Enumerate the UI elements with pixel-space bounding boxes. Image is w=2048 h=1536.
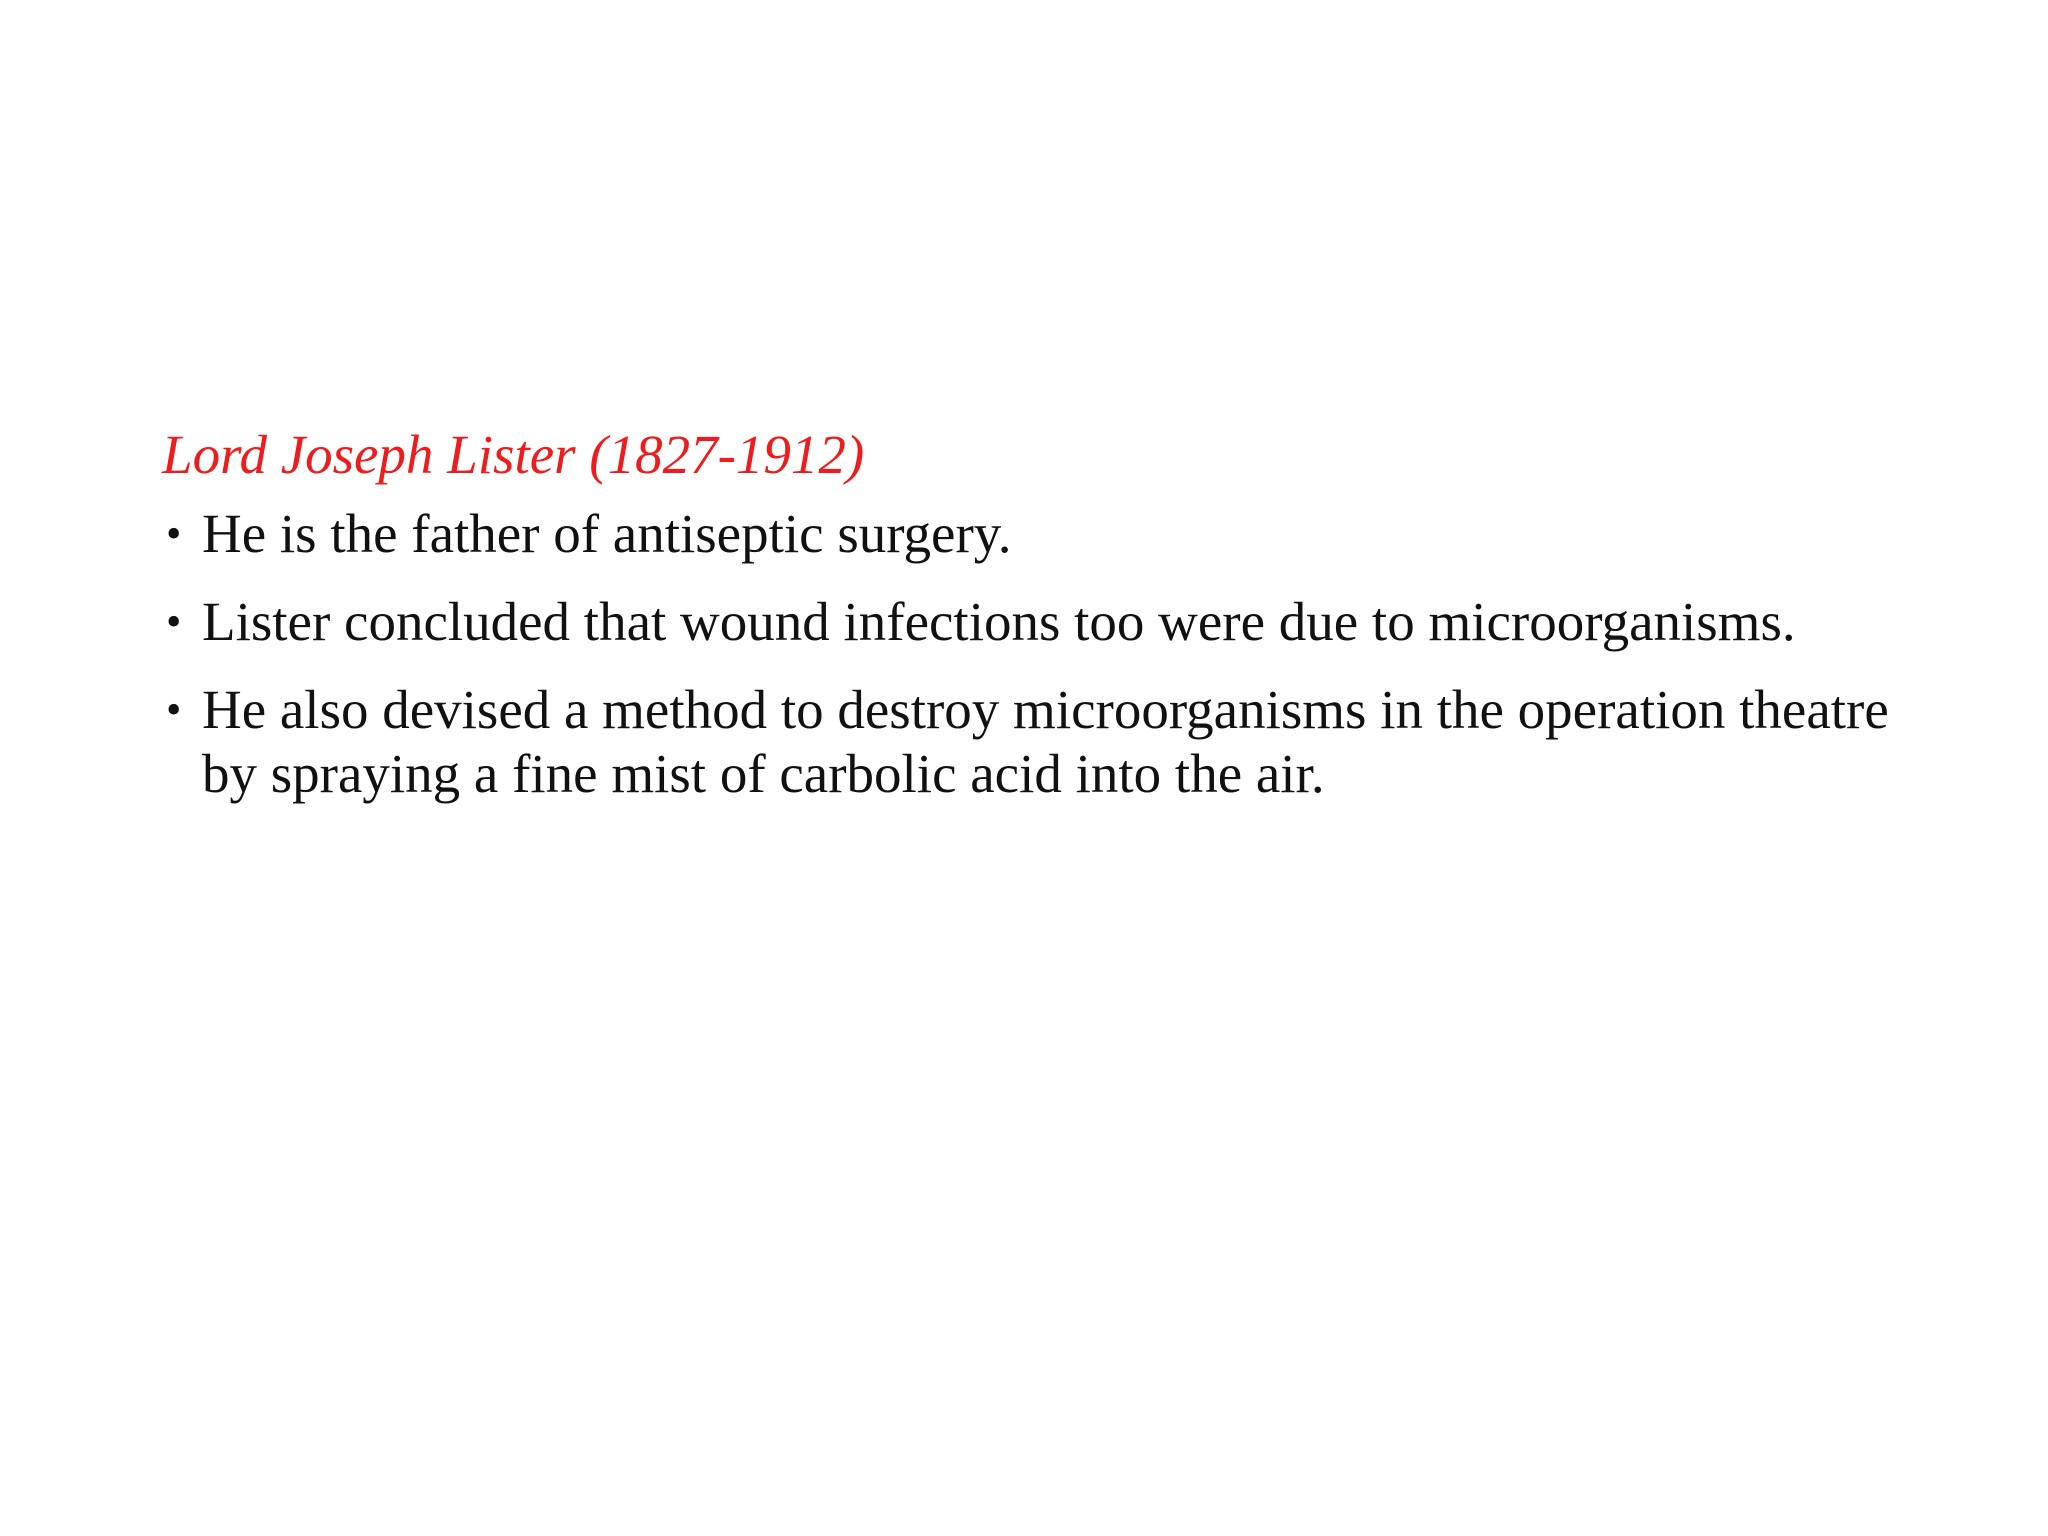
bullet-text: He is the father of antiseptic surgery. [202, 503, 1012, 564]
bullet-item [162, 502, 1942, 566]
bullet-icon: • [166, 597, 182, 646]
bullet-icon: • [166, 509, 182, 558]
slide-heading: Lord Joseph Lister (1827-1912) [162, 424, 865, 485]
bullet-icon: • [166, 685, 182, 734]
slide-content [162, 420, 1942, 830]
bullet-text: He also devised a method to destroy microorganisms in the operation theatre by spraying a fine mist of carbolic acid into the air. [202, 679, 1889, 804]
bullet-list [162, 502, 1942, 806]
bullet-text: Lister concluded that wound infections too were due to microorganisms. [202, 591, 1796, 652]
bullet-item [162, 590, 1942, 654]
bullet-item [162, 678, 1942, 806]
